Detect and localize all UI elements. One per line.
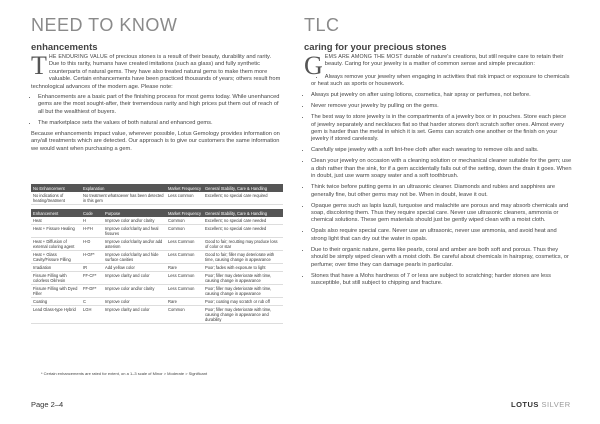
- list-item: • The best way to store jewelry is in the compartments of a jewelry box or in pouches. Store each piece of jewelry separately and necklaces flat so that harder stones don't scratch softer ones. Almost every gem is harder than the metal in which it is set. Gems can scratch one another or the finish on your jewelry if stored carelessly.: [311, 114, 572, 144]
- table-cell: Excellent; no special care required: [203, 192, 283, 205]
- left-heading: NEED TO KNOW: [31, 15, 178, 35]
- table-cell: Add yellow color: [103, 264, 166, 272]
- table-row: [31, 238, 283, 251]
- table-cell: Less Common: [166, 251, 203, 264]
- table-cell: Less common: [166, 192, 203, 205]
- table-cell: Good to fair; recutting may produce loss of color or star: [203, 238, 283, 251]
- list-item: • Always remove your jewelry when engaging in activities that risk impact or exposure to chemicals or heat such as sports or housework.: [311, 74, 572, 89]
- table-cell: Heat + Fissure Healing: [31, 225, 81, 238]
- list-item: • Never remove your jewelry by pulling on the gems.: [311, 103, 572, 110]
- dropcap: T: [31, 51, 47, 80]
- table-cell: No indications of heating/treatment: [31, 192, 81, 205]
- table-cell: Poor; filler may deteriorate with time, causing change in appearance and durability: [203, 306, 283, 324]
- right-body: [304, 51, 572, 291]
- table-cell: Fissure Filling with colorless Oil/resin: [31, 272, 81, 285]
- list-item: • Enhancements are a basic part of the finishing process for most gems today. While unenhanced gems are the most sought-after, their tremendous rarity and high prices put them out of reach of all but the wealthiest of buyers.: [38, 94, 283, 116]
- table-header: No Enhancement: [31, 184, 81, 192]
- table-cell: LGH: [81, 306, 103, 324]
- enhancement-tables: [31, 184, 283, 324]
- table-cell: Heat: [31, 217, 81, 225]
- brand-light: SILVER: [538, 400, 571, 409]
- intro-text: of precious stones is a result of their beauty, durability and rarity. Due to this rarity, humans have created imitations (such as glass) and fully synthetic counterparts of natural gems. They have also treated natural gems to make them more valuable. Certain enhancements have been practiced thousands of years; others result from technological advances of the modern age. Please note:: [31, 54, 281, 90]
- table-cell: Heat + Diffusion of external coloring agent: [31, 238, 81, 251]
- paragraph-2: Because enhancements impact value, wherever possible, Lotus Gemology provides information on any/all treatments which are detected. Our approach is to give our customers the same information we would want when purchasing a gem.: [31, 130, 280, 152]
- right-heading: TLC: [304, 15, 340, 35]
- list-item: • Carefully wipe jewelry with a soft lint-free cloth after each wearing to remove oils and salts.: [311, 147, 572, 154]
- table-cell: Improve color/clarity and/or add asterism: [103, 238, 166, 251]
- table-cell: Common: [166, 225, 203, 238]
- table-cell: Rare: [166, 264, 203, 272]
- table-cell: Good to fair; filler may deteriorate with time, causing change in appearance: [203, 251, 283, 264]
- right-subheading: caring for your precious stones: [304, 42, 447, 53]
- list-item: • Think twice before putting gems in an ultrasonic cleaner. Diamonds and rubies and sapphires are generally fine, but other gems may not be. When in doubt, leave it out.: [311, 184, 572, 199]
- table-row: [31, 251, 283, 264]
- table-header-row: [31, 209, 283, 217]
- table-cell: Excellent; no special care needed: [203, 225, 283, 238]
- left-subheading: enhancements: [31, 42, 98, 53]
- table-row: [31, 217, 283, 225]
- table-cell: Lead Glass-type Hybrid: [31, 306, 81, 324]
- table-cell: C: [81, 298, 103, 306]
- table-cell: Improve clarity and color: [103, 272, 166, 285]
- table-cell: Improve color/clarity and hide surface cavities: [103, 251, 166, 264]
- brand-bold: LOTUS: [511, 400, 539, 409]
- brand-logo: [511, 400, 571, 409]
- page-number: Page 2–4: [31, 400, 64, 409]
- list-item: • Due to their organic nature, gems like pearls, coral and amber are both soft and porous. Thus they should be simply wiped clean with a moist cloth. Be careful about chemicals in hairspray, cosmetics, or perfume; over time they can damage pearls in particular.: [311, 247, 572, 269]
- table-row: [31, 192, 283, 205]
- intro-caps: EMS ARE AMONG THE MOST: [324, 54, 403, 60]
- list-item: • The marketplace sets the values of both natural and enhanced gems.: [38, 120, 283, 127]
- table-header: Purpose: [103, 209, 166, 217]
- table-cell: Improve color/clarity and heal fissures: [103, 225, 166, 238]
- table-cell: Poor; coating may scratch or rub off: [203, 298, 283, 306]
- intro-paragraph: [304, 51, 572, 80]
- table-cell: H-GF*: [81, 251, 103, 264]
- table-cell: Less Common: [166, 238, 203, 251]
- table-header: Enhancement: [31, 209, 81, 217]
- table-header: Explanation: [81, 184, 166, 192]
- table-header: General Stability, Care & Handling: [203, 184, 283, 192]
- table-header: Market Frequency: [168, 210, 201, 216]
- table-header: Code: [81, 209, 103, 217]
- list-item: • Opals also require special care. Never use an ultrasonic, never use ammonia, and avoid heat and strong light that can dry out the water in opals.: [311, 228, 572, 243]
- table-header: General Stability, Care & Handling: [203, 209, 283, 217]
- table-cell: Poor; filler may deteriorate with time, causing change in appearance: [203, 285, 283, 298]
- table-cell: Improve clarity and color: [103, 306, 166, 324]
- no-enhancement-table: [31, 184, 283, 205]
- table-row: [31, 272, 283, 285]
- table-row: [31, 264, 283, 272]
- list-item: • Clean your jewelry on occasion with a cleaning solution or mechanical cleaner suitable for the gem; use a dish rather than the sink, for if a gem accidentally falls out of the setting, down the drain it goes. When in doubt, just use warm soapy water and a soft toothbrush.: [311, 158, 572, 180]
- table-cell: Common: [166, 306, 203, 324]
- table-cell: Heat + Glass Cavity/Fissure Filling: [31, 251, 81, 264]
- table-footnote: * Certain enhancements are rated for extent, on a 1–3 scale of Minor > Moderate > Significant: [41, 371, 208, 376]
- table-cell: IR: [81, 264, 103, 272]
- table-cell: Coating: [31, 298, 81, 306]
- table-header: Market Frequency: [168, 185, 201, 191]
- table-row: [31, 285, 283, 298]
- table-row: [31, 306, 283, 324]
- table-cell: H-D: [81, 238, 103, 251]
- table-cell: Excellent; no special care needed: [203, 217, 283, 225]
- dropcap: G: [304, 51, 323, 80]
- enhancement-table: [31, 209, 283, 324]
- table-cell: Improve color and/or clarity: [103, 217, 166, 225]
- care-bullets: [304, 74, 572, 288]
- table-cell: Improve color and/or clarity: [103, 285, 166, 298]
- table-cell: FF-CF*: [81, 272, 103, 285]
- table-cell: Less Common: [166, 285, 203, 298]
- table-cell: Rare: [166, 298, 203, 306]
- list-item: • Opaque gems such as lapis lazuli, turquoise and malachite are porous and may absorb chemicals and soap, discoloring them. Thus they require special care. Never use ultrasonic cleaners, ammonia or chemical solutions. These gem materials should just be gently wiped clean with a moist cloth.: [311, 203, 572, 225]
- intro-paragraph: [31, 51, 283, 91]
- table-cell: Less Common: [166, 272, 203, 285]
- table-cell: Poor; fades with exposure to light: [203, 264, 283, 272]
- table-cell: H-FH: [81, 225, 103, 238]
- table-cell: H: [81, 217, 103, 225]
- table-cell: Improve color: [103, 298, 166, 306]
- table-cell: Irradiation: [31, 264, 81, 272]
- left-bullets: [31, 94, 283, 127]
- list-item: • Always put jewelry on after using lotions, cosmetics, hair spray or perfumes, not before.: [311, 92, 572, 99]
- list-item: • Stones that have a Mohs hardness of 7 or less are subject to scratching; harder stones are less susceptible, but still subject to chipping and fracture.: [311, 273, 572, 288]
- table-header-row: [31, 184, 283, 192]
- table-row: [31, 225, 283, 238]
- table-cell: Poor; filler may deteriorate with time, causing change in appearance: [203, 272, 283, 285]
- table-cell: Common: [166, 217, 203, 225]
- intro-text: durable of nature's creations, but still require care to retain their beauty. Caring for your jewelry is a matter of common sense and simple precaution:: [324, 54, 564, 68]
- table-cell: Fissure Filling with Dyed Filler: [31, 285, 81, 298]
- table-cell: FF-DF*: [81, 285, 103, 298]
- intro-caps: HE ENDURING VALUE: [48, 54, 108, 60]
- table-cell: No treatment whatsoever has been detected in this gem: [81, 192, 166, 205]
- table-row: [31, 298, 283, 306]
- left-intro: [31, 51, 283, 156]
